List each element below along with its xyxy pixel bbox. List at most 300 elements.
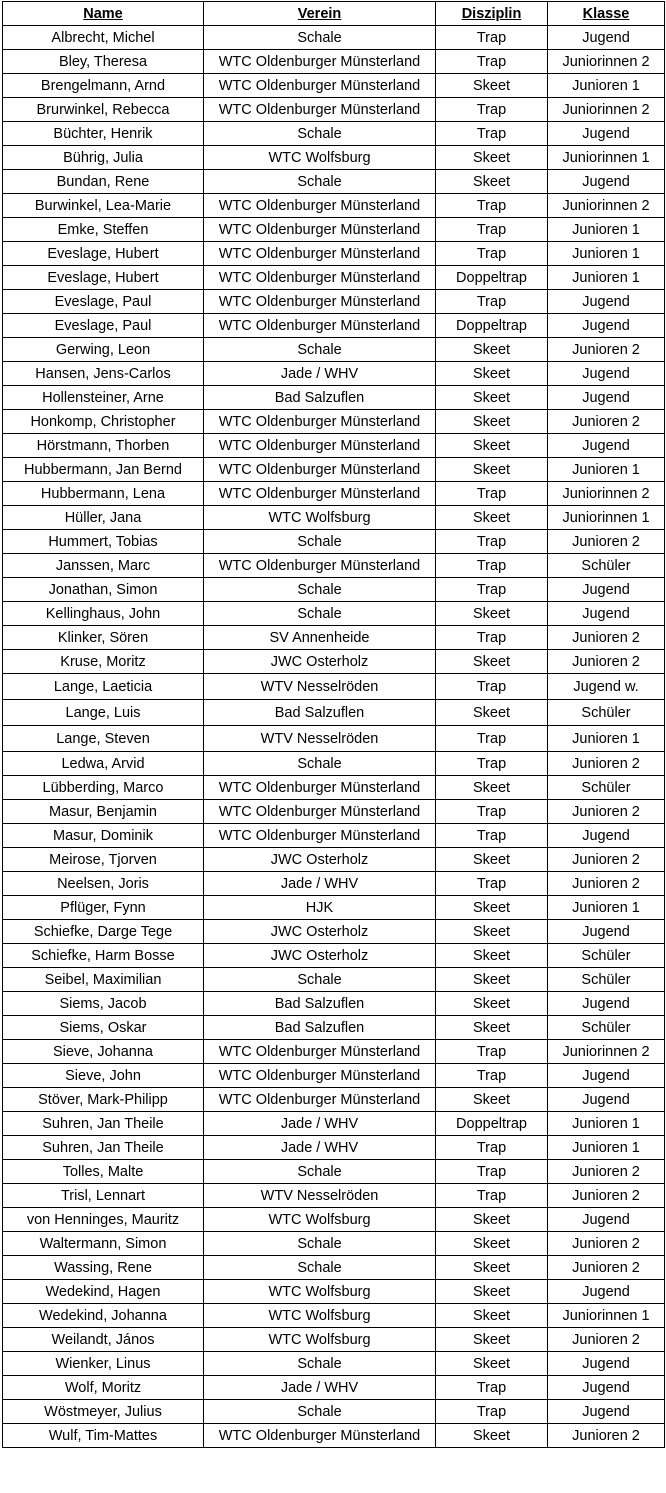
cell-klasse: Jugend	[548, 290, 665, 314]
cell-verein: Jade / WHV	[204, 1112, 436, 1136]
table-row	[3, 1160, 665, 1184]
cell-disziplin: Skeet	[436, 1016, 548, 1040]
cell-klasse: Jugend	[548, 26, 665, 50]
cell-name: Siems, Oskar	[3, 1016, 204, 1040]
table-row	[3, 194, 665, 218]
cell-name: Eveslage, Hubert	[3, 266, 204, 290]
table-row	[3, 74, 665, 98]
table-row	[3, 896, 665, 920]
cell-klasse: Jugend	[548, 170, 665, 194]
cell-verein: WTC Oldenburger Münsterland	[204, 50, 436, 74]
cell-disziplin: Trap	[436, 578, 548, 602]
cell-klasse: Juniorinnen 1	[548, 1304, 665, 1328]
table-row	[3, 944, 665, 968]
header-verein: Verein	[204, 2, 436, 26]
cell-verein: Bad Salzuflen	[204, 992, 436, 1016]
cell-klasse: Junioren 2	[548, 1424, 665, 1448]
cell-name: Wöstmeyer, Julius	[3, 1400, 204, 1424]
cell-name: Wedekind, Johanna	[3, 1304, 204, 1328]
table-row	[3, 578, 665, 602]
cell-klasse: Juniorinnen 2	[548, 50, 665, 74]
cell-name: Hansen, Jens-Carlos	[3, 362, 204, 386]
cell-klasse: Jugend w.	[548, 674, 665, 700]
cell-disziplin: Skeet	[436, 1256, 548, 1280]
cell-klasse: Jugend	[548, 578, 665, 602]
cell-verein: WTC Oldenburger Münsterland	[204, 290, 436, 314]
cell-verein: WTC Wolfsburg	[204, 506, 436, 530]
cell-name: Burwinkel, Lea-Marie	[3, 194, 204, 218]
cell-disziplin: Skeet	[436, 776, 548, 800]
cell-verein: Schale	[204, 1352, 436, 1376]
cell-klasse: Jugend	[548, 1400, 665, 1424]
cell-name: Sieve, Johanna	[3, 1040, 204, 1064]
cell-klasse: Junioren 2	[548, 800, 665, 824]
cell-disziplin: Trap	[436, 50, 548, 74]
cell-verein: JWC Osterholz	[204, 848, 436, 872]
cell-disziplin: Skeet	[436, 1280, 548, 1304]
cell-klasse: Junioren 2	[548, 410, 665, 434]
cell-klasse: Juniorinnen 2	[548, 1040, 665, 1064]
cell-verein: WTC Oldenburger Münsterland	[204, 1040, 436, 1064]
cell-name: Eveslage, Paul	[3, 314, 204, 338]
table-row	[3, 146, 665, 170]
cell-disziplin: Trap	[436, 530, 548, 554]
cell-verein: Schale	[204, 752, 436, 776]
cell-klasse: Junioren 2	[548, 872, 665, 896]
cell-disziplin: Skeet	[436, 1232, 548, 1256]
table-body	[3, 26, 665, 1448]
cell-disziplin: Trap	[436, 674, 548, 700]
cell-disziplin: Trap	[436, 122, 548, 146]
cell-klasse: Jugend	[548, 1208, 665, 1232]
cell-name: Hörstmann, Thorben	[3, 434, 204, 458]
cell-disziplin: Trap	[436, 752, 548, 776]
cell-klasse: Junioren 1	[548, 896, 665, 920]
participants-table	[2, 1, 665, 1448]
cell-verein: Schale	[204, 578, 436, 602]
cell-disziplin: Trap	[436, 290, 548, 314]
cell-disziplin: Trap	[436, 824, 548, 848]
table-row	[3, 776, 665, 800]
table-row	[3, 968, 665, 992]
table-row	[3, 266, 665, 290]
cell-klasse: Junioren 2	[548, 848, 665, 872]
cell-verein: WTC Oldenburger Münsterland	[204, 434, 436, 458]
header-row	[3, 2, 665, 26]
cell-disziplin: Skeet	[436, 848, 548, 872]
cell-name: Ledwa, Arvid	[3, 752, 204, 776]
table-row	[3, 1112, 665, 1136]
cell-verein: WTV Nesselröden	[204, 674, 436, 700]
cell-disziplin: Skeet	[436, 338, 548, 362]
cell-name: Sieve, John	[3, 1064, 204, 1088]
cell-name: Meirose, Tjorven	[3, 848, 204, 872]
cell-verein: Bad Salzuflen	[204, 1016, 436, 1040]
cell-name: Suhren, Jan Theile	[3, 1112, 204, 1136]
cell-disziplin: Doppeltrap	[436, 1112, 548, 1136]
cell-disziplin: Skeet	[436, 1304, 548, 1328]
cell-verein: WTC Oldenburger Münsterland	[204, 800, 436, 824]
cell-klasse: Jugend	[548, 1280, 665, 1304]
cell-klasse: Jugend	[548, 1376, 665, 1400]
cell-verein: Schale	[204, 338, 436, 362]
table-row	[3, 650, 665, 674]
cell-disziplin: Trap	[436, 1400, 548, 1424]
cell-verein: Jade / WHV	[204, 362, 436, 386]
cell-klasse: Schüler	[548, 554, 665, 578]
table-row	[3, 170, 665, 194]
cell-name: Wienker, Linus	[3, 1352, 204, 1376]
cell-name: Kellinghaus, John	[3, 602, 204, 626]
cell-name: Pflüger, Fynn	[3, 896, 204, 920]
cell-disziplin: Skeet	[436, 170, 548, 194]
cell-klasse: Junioren 1	[548, 1112, 665, 1136]
header-disziplin: Disziplin	[436, 2, 548, 26]
cell-klasse: Junioren 1	[548, 74, 665, 98]
cell-verein: WTC Wolfsburg	[204, 1328, 436, 1352]
table-row	[3, 848, 665, 872]
cell-klasse: Junioren 2	[548, 650, 665, 674]
cell-disziplin: Trap	[436, 1136, 548, 1160]
cell-verein: Schale	[204, 1256, 436, 1280]
cell-disziplin: Skeet	[436, 1424, 548, 1448]
cell-name: Siems, Jacob	[3, 992, 204, 1016]
cell-verein: Schale	[204, 26, 436, 50]
cell-name: Kruse, Moritz	[3, 650, 204, 674]
cell-klasse: Juniorinnen 2	[548, 482, 665, 506]
cell-klasse: Schüler	[548, 968, 665, 992]
cell-klasse: Jugend	[548, 434, 665, 458]
cell-name: Waltermann, Simon	[3, 1232, 204, 1256]
cell-name: Schiefke, Harm Bosse	[3, 944, 204, 968]
table-row	[3, 1040, 665, 1064]
table-row	[3, 314, 665, 338]
table-row	[3, 824, 665, 848]
cell-disziplin: Skeet	[436, 506, 548, 530]
table-row	[3, 872, 665, 896]
cell-verein: JWC Osterholz	[204, 920, 436, 944]
cell-verein: WTC Wolfsburg	[204, 1208, 436, 1232]
table-row	[3, 1304, 665, 1328]
cell-klasse: Junioren 1	[548, 242, 665, 266]
table-row	[3, 1280, 665, 1304]
cell-disziplin: Skeet	[436, 74, 548, 98]
table-row	[3, 920, 665, 944]
cell-name: Wedekind, Hagen	[3, 1280, 204, 1304]
cell-disziplin: Trap	[436, 554, 548, 578]
cell-name: von Henninges, Mauritz	[3, 1208, 204, 1232]
cell-disziplin: Skeet	[436, 1088, 548, 1112]
cell-klasse: Junioren 1	[548, 1136, 665, 1160]
cell-verein: WTC Oldenburger Münsterland	[204, 482, 436, 506]
cell-disziplin: Trap	[436, 1040, 548, 1064]
table-row	[3, 1136, 665, 1160]
cell-name: Masur, Dominik	[3, 824, 204, 848]
cell-name: Eveslage, Paul	[3, 290, 204, 314]
cell-klasse: Schüler	[548, 944, 665, 968]
cell-disziplin: Skeet	[436, 944, 548, 968]
cell-name: Neelsen, Joris	[3, 872, 204, 896]
table-row	[3, 800, 665, 824]
cell-verein: WTC Oldenburger Münsterland	[204, 266, 436, 290]
cell-klasse: Juniorinnen 2	[548, 98, 665, 122]
cell-name: Janssen, Marc	[3, 554, 204, 578]
cell-name: Bührig, Julia	[3, 146, 204, 170]
table-row	[3, 482, 665, 506]
cell-verein: Schale	[204, 1400, 436, 1424]
table-row	[3, 1088, 665, 1112]
table-row	[3, 386, 665, 410]
cell-verein: JWC Osterholz	[204, 650, 436, 674]
cell-name: Honkomp, Christopher	[3, 410, 204, 434]
table-row	[3, 1376, 665, 1400]
table-row	[3, 122, 665, 146]
table-row	[3, 554, 665, 578]
cell-disziplin: Trap	[436, 26, 548, 50]
cell-disziplin: Trap	[436, 194, 548, 218]
cell-klasse: Jugend	[548, 362, 665, 386]
table-row	[3, 218, 665, 242]
cell-klasse: Junioren 1	[548, 266, 665, 290]
cell-klasse: Junioren 2	[548, 752, 665, 776]
cell-verein: SV Annenheide	[204, 626, 436, 650]
cell-disziplin: Trap	[436, 242, 548, 266]
table-row	[3, 1064, 665, 1088]
cell-disziplin: Trap	[436, 482, 548, 506]
cell-disziplin: Skeet	[436, 992, 548, 1016]
cell-verein: Schale	[204, 1232, 436, 1256]
table-row	[3, 674, 665, 700]
cell-name: Seibel, Maximilian	[3, 968, 204, 992]
cell-verein: WTV Nesselröden	[204, 726, 436, 752]
table-row	[3, 458, 665, 482]
cell-name: Eveslage, Hubert	[3, 242, 204, 266]
cell-verein: WTC Oldenburger Münsterland	[204, 554, 436, 578]
cell-disziplin: Skeet	[436, 146, 548, 170]
cell-name: Lübberding, Marco	[3, 776, 204, 800]
cell-verein: WTV Nesselröden	[204, 1184, 436, 1208]
cell-disziplin: Skeet	[436, 386, 548, 410]
cell-disziplin: Skeet	[436, 434, 548, 458]
cell-klasse: Jugend	[548, 602, 665, 626]
cell-verein: Jade / WHV	[204, 1376, 436, 1400]
table-row	[3, 26, 665, 50]
table-row	[3, 362, 665, 386]
header-name: Name	[3, 2, 204, 26]
cell-klasse: Jugend	[548, 122, 665, 146]
cell-verein: WTC Oldenburger Münsterland	[204, 1088, 436, 1112]
cell-disziplin: Doppeltrap	[436, 266, 548, 290]
cell-verein: WTC Oldenburger Münsterland	[204, 218, 436, 242]
cell-verein: Schale	[204, 602, 436, 626]
cell-klasse: Junioren 1	[548, 458, 665, 482]
cell-disziplin: Trap	[436, 726, 548, 752]
cell-name: Suhren, Jan Theile	[3, 1136, 204, 1160]
cell-klasse: Junioren 2	[548, 338, 665, 362]
cell-name: Hüller, Jana	[3, 506, 204, 530]
cell-verein: HJK	[204, 896, 436, 920]
table-row	[3, 98, 665, 122]
cell-name: Hubbermann, Lena	[3, 482, 204, 506]
table-row	[3, 626, 665, 650]
cell-klasse: Junioren 2	[548, 1328, 665, 1352]
cell-name: Gerwing, Leon	[3, 338, 204, 362]
table-row	[3, 700, 665, 726]
cell-name: Hollensteiner, Arne	[3, 386, 204, 410]
cell-klasse: Junioren 2	[548, 530, 665, 554]
table-row	[3, 1016, 665, 1040]
cell-klasse: Jugend	[548, 314, 665, 338]
cell-disziplin: Skeet	[436, 968, 548, 992]
cell-klasse: Jugend	[548, 1064, 665, 1088]
cell-disziplin: Skeet	[436, 1208, 548, 1232]
table-row	[3, 242, 665, 266]
cell-klasse: Jugend	[548, 920, 665, 944]
cell-verein: WTC Oldenburger Münsterland	[204, 314, 436, 338]
cell-verein: Schale	[204, 530, 436, 554]
table-row	[3, 602, 665, 626]
cell-klasse: Junioren 2	[548, 626, 665, 650]
cell-klasse: Junioren 2	[548, 1232, 665, 1256]
cell-verein: Bad Salzuflen	[204, 700, 436, 726]
table-row	[3, 338, 665, 362]
cell-verein: WTC Wolfsburg	[204, 1280, 436, 1304]
cell-verein: WTC Oldenburger Münsterland	[204, 98, 436, 122]
cell-klasse: Juniorinnen 1	[548, 506, 665, 530]
table-row	[3, 1328, 665, 1352]
cell-disziplin: Skeet	[436, 602, 548, 626]
cell-name: Trisl, Lennart	[3, 1184, 204, 1208]
cell-name: Jonathan, Simon	[3, 578, 204, 602]
table-row	[3, 530, 665, 554]
cell-klasse: Jugend	[548, 824, 665, 848]
cell-verein: WTC Oldenburger Münsterland	[204, 776, 436, 800]
cell-disziplin: Trap	[436, 800, 548, 824]
cell-disziplin: Trap	[436, 98, 548, 122]
cell-verein: Schale	[204, 170, 436, 194]
cell-name: Albrecht, Michel	[3, 26, 204, 50]
cell-klasse: Junioren 2	[548, 1256, 665, 1280]
table-row	[3, 434, 665, 458]
cell-klasse: Schüler	[548, 700, 665, 726]
table-row	[3, 752, 665, 776]
cell-name: Wulf, Tim-Mattes	[3, 1424, 204, 1448]
cell-disziplin: Doppeltrap	[436, 314, 548, 338]
table-row	[3, 290, 665, 314]
cell-disziplin: Skeet	[436, 650, 548, 674]
cell-klasse: Juniorinnen 1	[548, 146, 665, 170]
cell-klasse: Juniorinnen 2	[548, 194, 665, 218]
table-row	[3, 506, 665, 530]
cell-name: Brengelmann, Arnd	[3, 74, 204, 98]
cell-disziplin: Skeet	[436, 700, 548, 726]
cell-verein: WTC Wolfsburg	[204, 1304, 436, 1328]
cell-name: Weilandt, János	[3, 1328, 204, 1352]
table-row	[3, 1208, 665, 1232]
cell-disziplin: Skeet	[436, 896, 548, 920]
cell-disziplin: Trap	[436, 1160, 548, 1184]
cell-disziplin: Trap	[436, 1184, 548, 1208]
cell-verein: WTC Oldenburger Münsterland	[204, 1424, 436, 1448]
cell-name: Masur, Benjamin	[3, 800, 204, 824]
cell-name: Wolf, Moritz	[3, 1376, 204, 1400]
table-row	[3, 1424, 665, 1448]
cell-name: Wassing, Rene	[3, 1256, 204, 1280]
cell-name: Tolles, Malte	[3, 1160, 204, 1184]
cell-verein: JWC Osterholz	[204, 944, 436, 968]
cell-klasse: Junioren 1	[548, 726, 665, 752]
cell-disziplin: Skeet	[436, 920, 548, 944]
table-row	[3, 1400, 665, 1424]
cell-verein: WTC Oldenburger Münsterland	[204, 824, 436, 848]
cell-name: Stöver, Mark-Philipp	[3, 1088, 204, 1112]
cell-disziplin: Trap	[436, 1064, 548, 1088]
cell-klasse: Jugend	[548, 1088, 665, 1112]
table-row	[3, 1232, 665, 1256]
cell-disziplin: Trap	[436, 1376, 548, 1400]
cell-name: Emke, Steffen	[3, 218, 204, 242]
table-row	[3, 50, 665, 74]
cell-klasse: Jugend	[548, 1352, 665, 1376]
cell-name: Bundan, Rene	[3, 170, 204, 194]
cell-verein: WTC Oldenburger Münsterland	[204, 458, 436, 482]
cell-klasse: Jugend	[548, 992, 665, 1016]
cell-name: Bley, Theresa	[3, 50, 204, 74]
cell-klasse: Junioren 1	[548, 218, 665, 242]
cell-klasse: Schüler	[548, 1016, 665, 1040]
cell-disziplin: Trap	[436, 626, 548, 650]
cell-verein: Schale	[204, 1160, 436, 1184]
table-row	[3, 1184, 665, 1208]
table-row	[3, 992, 665, 1016]
cell-name: Büchter, Henrik	[3, 122, 204, 146]
table-row	[3, 1256, 665, 1280]
cell-verein: WTC Oldenburger Münsterland	[204, 1064, 436, 1088]
cell-disziplin: Trap	[436, 872, 548, 896]
cell-verein: Schale	[204, 122, 436, 146]
table-row	[3, 1352, 665, 1376]
cell-name: Lange, Luis	[3, 700, 204, 726]
cell-name: Lange, Steven	[3, 726, 204, 752]
cell-name: Hummert, Tobias	[3, 530, 204, 554]
cell-disziplin: Skeet	[436, 410, 548, 434]
cell-name: Lange, Laeticia	[3, 674, 204, 700]
cell-verein: Jade / WHV	[204, 1136, 436, 1160]
cell-verein: WTC Oldenburger Münsterland	[204, 410, 436, 434]
cell-name: Klinker, Sören	[3, 626, 204, 650]
cell-disziplin: Trap	[436, 218, 548, 242]
cell-verein: Schale	[204, 968, 436, 992]
cell-name: Hubbermann, Jan Bernd	[3, 458, 204, 482]
cell-verein: WTC Oldenburger Münsterland	[204, 194, 436, 218]
cell-verein: Bad Salzuflen	[204, 386, 436, 410]
header-klasse: Klasse	[548, 2, 665, 26]
cell-name: Brurwinkel, Rebecca	[3, 98, 204, 122]
cell-disziplin: Skeet	[436, 1352, 548, 1376]
cell-verein: Jade / WHV	[204, 872, 436, 896]
cell-verein: WTC Oldenburger Münsterland	[204, 242, 436, 266]
cell-name: Schiefke, Darge Tege	[3, 920, 204, 944]
table-row	[3, 410, 665, 434]
cell-klasse: Junioren 2	[548, 1160, 665, 1184]
cell-verein: WTC Wolfsburg	[204, 146, 436, 170]
cell-klasse: Jugend	[548, 386, 665, 410]
table-row	[3, 726, 665, 752]
cell-disziplin: Skeet	[436, 362, 548, 386]
cell-verein: WTC Oldenburger Münsterland	[204, 74, 436, 98]
cell-disziplin: Skeet	[436, 458, 548, 482]
cell-klasse: Junioren 2	[548, 1184, 665, 1208]
